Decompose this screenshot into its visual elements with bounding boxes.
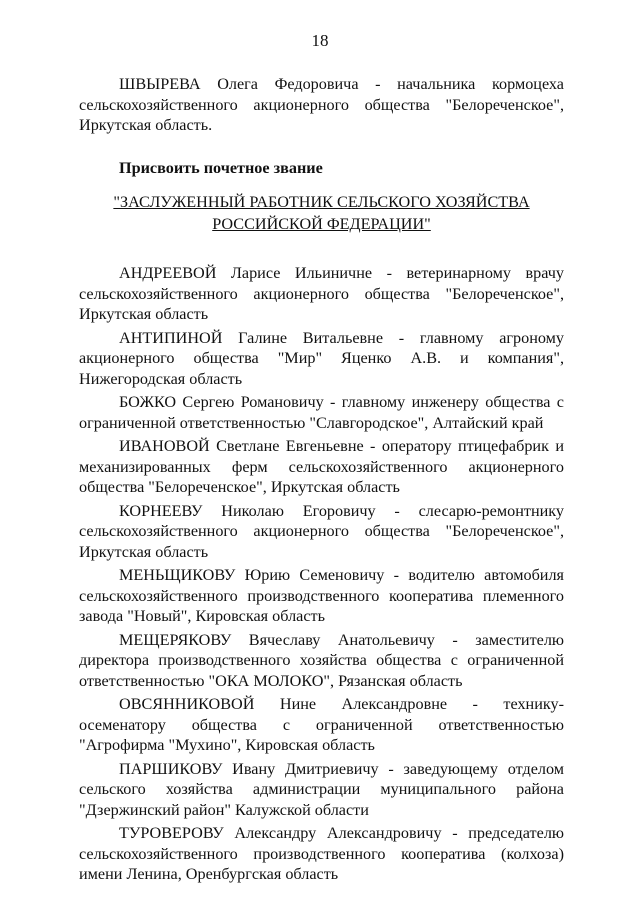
awardee-entry: МЕНЬЩИКОВУ Юрию Семеновичу - водителю автомобиля сельскохозяйственного производственного кооператива племенного завода "Новый", Кировская область xyxy=(79,566,564,625)
intro-paragraph: ШВЫРЕВА Олега Федоровича - начальника кормоцеха сельскохозяйственного акционерного общества "Белореченское", Иркутская область. xyxy=(79,75,564,134)
awardee-entry: ТУРОВЕРОВУ Александру Александровичу - председателю сельскохозяйственного производственного кооператива (колхоза) имени Ленина, Оренбургская область xyxy=(79,824,564,883)
awardee-entry: АНТИПИНОЙ Галине Витальевне - главному агроному акционерного общества "Мир" Яценко А.В. и компания", Нижегородская область xyxy=(79,328,564,388)
page-number: 18 xyxy=(311,31,329,50)
document-body xyxy=(79,74,564,888)
awardee-entry: АНДРЕЕВОЙ Ларисе Ильиничне - ветеринарному врачу сельскохозяйственного акционерного общества "Белореченское", Иркутская область xyxy=(79,264,564,323)
section-heading: Присвоить почетное звание xyxy=(119,158,323,177)
awardee-entry: ИВАНОВОЙ Светлане Евгеньевне - оператору птицефабрик и механизированных ферм сельскохозяйственного акционерного общества "Белореченское", Иркутская область xyxy=(79,437,564,496)
awardee-list xyxy=(79,263,564,885)
awardee-entry: ОВСЯННИКОВОЙ Нине Александровне - технику-осеменатору общества с ограниченной ответственностью "Агрофирма "Мухино", Кировская область xyxy=(79,695,564,754)
awardee-entry: БОЖКО Сергею Романовичу - главному инженеру общества с ограниченной ответственностью "Славгородское", Алтайский край xyxy=(79,393,564,432)
honorary-title-line-2: РОССИЙСКОЙ ФЕДЕРАЦИИ" xyxy=(212,215,431,233)
honorary-title-line-1: "ЗАСЛУЖЕННЫЙ РАБОТНИК СЕЛЬСКОГО ХОЗЯЙСТВА xyxy=(113,193,530,211)
awardee-entry: КОРНЕЕВУ Николаю Егоровичу - слесарю-ремонтнику сельскохозяйственного акционерного общества "Белореченское", Иркутская область xyxy=(79,501,564,561)
awardee-entry: МЕЩЕРЯКОВУ Вячеславу Анатольевичу - заместителю директора производственного хозяйства общества с ограниченной ответственностью "ОКА МОЛОКО", Рязанская область xyxy=(79,630,564,690)
awardee-entry: ПАРШИКОВУ Ивану Дмитриевичу - заведующему отделом сельского хозяйства администрации муниципального района "Дзержинский район" Калужской области xyxy=(79,759,564,819)
honorary-title xyxy=(79,191,564,235)
